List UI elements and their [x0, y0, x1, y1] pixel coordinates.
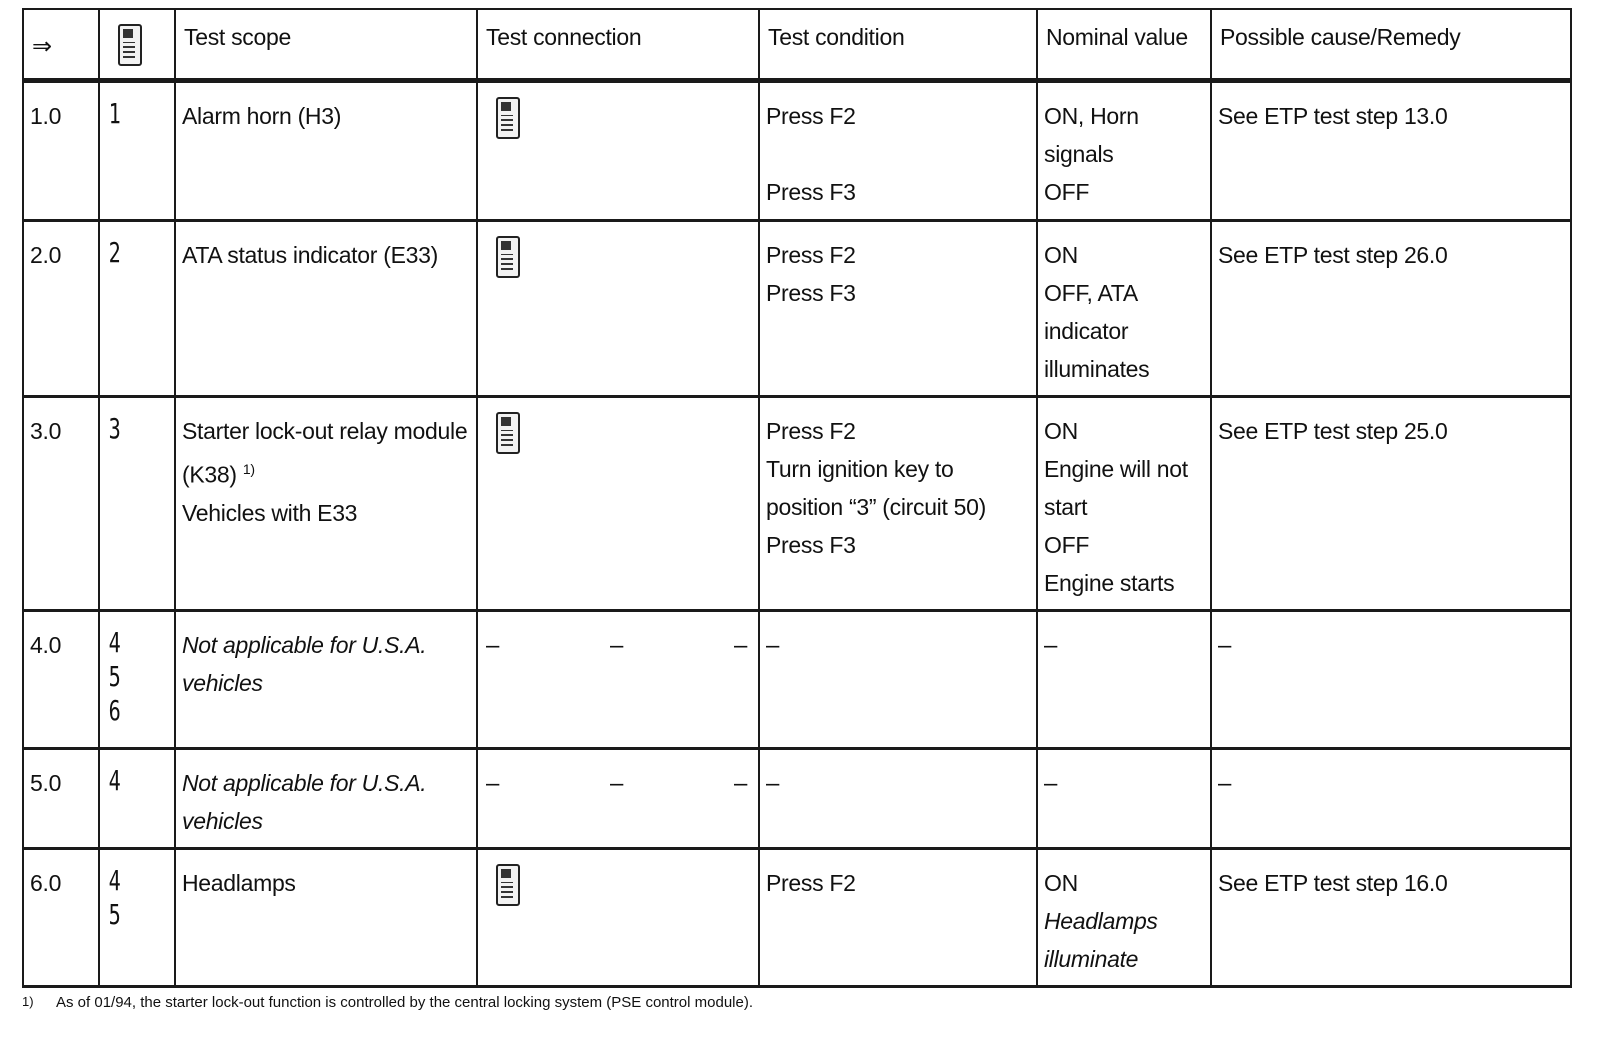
- header-row: [23, 9, 1571, 81]
- display-digits: 3: [108, 412, 121, 445]
- nominal-value: ON OFF, ATA indicator illuminates: [1044, 242, 1150, 382]
- tester-device-icon: [496, 864, 520, 906]
- connection-dashes: – – –: [486, 770, 748, 797]
- step-number: 1.0: [30, 103, 62, 129]
- remedy: See ETP test step 25.0: [1218, 418, 1448, 444]
- test-table-sheet: [22, 8, 1570, 1014]
- nominal-dash: –: [1044, 632, 1058, 659]
- header-test-condition: Test condition: [759, 9, 1037, 81]
- tester-device-icon: [496, 97, 520, 139]
- step-number: 4.0: [30, 632, 62, 658]
- test-condition: Press F2 Press F3: [766, 242, 856, 306]
- nominal-value: ON Headlamps illuminate: [1044, 870, 1158, 972]
- test-scope: Headlamps: [182, 870, 296, 896]
- test-scope: ATA status indicator (E33): [182, 242, 438, 268]
- arrow-icon: ⇒: [32, 33, 52, 60]
- display-digits: 2: [108, 236, 121, 269]
- table-row: [23, 849, 1571, 987]
- display-digits: 1: [108, 97, 121, 130]
- condition-dash: –: [766, 632, 780, 659]
- footnote-ref: 1): [242, 461, 255, 477]
- header-step-arrow: [23, 9, 99, 81]
- test-scope: Starter lock-out relay module (K38) $^{1)}$ Vehicles with E33: [182, 418, 468, 526]
- tester-device-icon: [496, 412, 520, 454]
- test-scope: Not applicable for U.S.A. vehicles: [182, 770, 427, 834]
- connection-dashes: – – –: [486, 632, 748, 659]
- remedy: See ETP test step 26.0: [1218, 242, 1448, 268]
- tester-device-icon: [118, 24, 142, 66]
- footnote-mark: 1): [22, 994, 34, 1009]
- remedy: See ETP test step 16.0: [1218, 870, 1448, 896]
- test-scope: Alarm horn (H3): [182, 103, 342, 129]
- table-row: [23, 611, 1571, 749]
- condition-dash: –: [766, 770, 780, 797]
- display-digits: 4: [108, 764, 121, 797]
- step-number: 6.0: [30, 870, 62, 896]
- display-digits: 4 5: [108, 864, 121, 931]
- test-condition: Press F2: [766, 870, 856, 896]
- table-row: [23, 221, 1571, 397]
- test-table: [22, 8, 1572, 988]
- table-row: [23, 81, 1571, 221]
- remedy-dash: –: [1218, 632, 1232, 659]
- remedy-dash: –: [1218, 770, 1232, 797]
- test-condition: Press F2 Press F3: [766, 103, 856, 205]
- header-nominal-value: Nominal value: [1037, 9, 1211, 81]
- header-tester: [99, 9, 175, 81]
- footnote: [22, 994, 753, 1011]
- header-remedy: Possible cause/Remedy: [1211, 9, 1571, 81]
- step-number: 2.0: [30, 242, 62, 268]
- step-number: 5.0: [30, 770, 62, 796]
- header-test-scope: Test scope: [175, 9, 477, 81]
- test-condition: Press F2 Turn ignition key to position “3” (circuit 50) Press F3: [766, 418, 987, 558]
- step-number: 3.0: [30, 418, 62, 444]
- nominal-dash: –: [1044, 770, 1058, 797]
- nominal-value: ON Engine will not start OFF Engine starts: [1044, 418, 1188, 596]
- header-test-connection: Test connection: [477, 9, 759, 81]
- nominal-value: ON, Horn signals OFF: [1044, 103, 1139, 205]
- tester-device-icon: [496, 236, 520, 278]
- footnote-text: As of 01/94, the starter lock-out function is controlled by the central locking system (PSE control module).: [56, 994, 753, 1011]
- table-row: [23, 749, 1571, 849]
- test-scope: Not applicable for U.S.A. vehicles: [182, 632, 427, 696]
- table-row: [23, 397, 1571, 611]
- display-digits: 4 5 6: [108, 626, 121, 727]
- remedy: See ETP test step 13.0: [1218, 103, 1448, 129]
